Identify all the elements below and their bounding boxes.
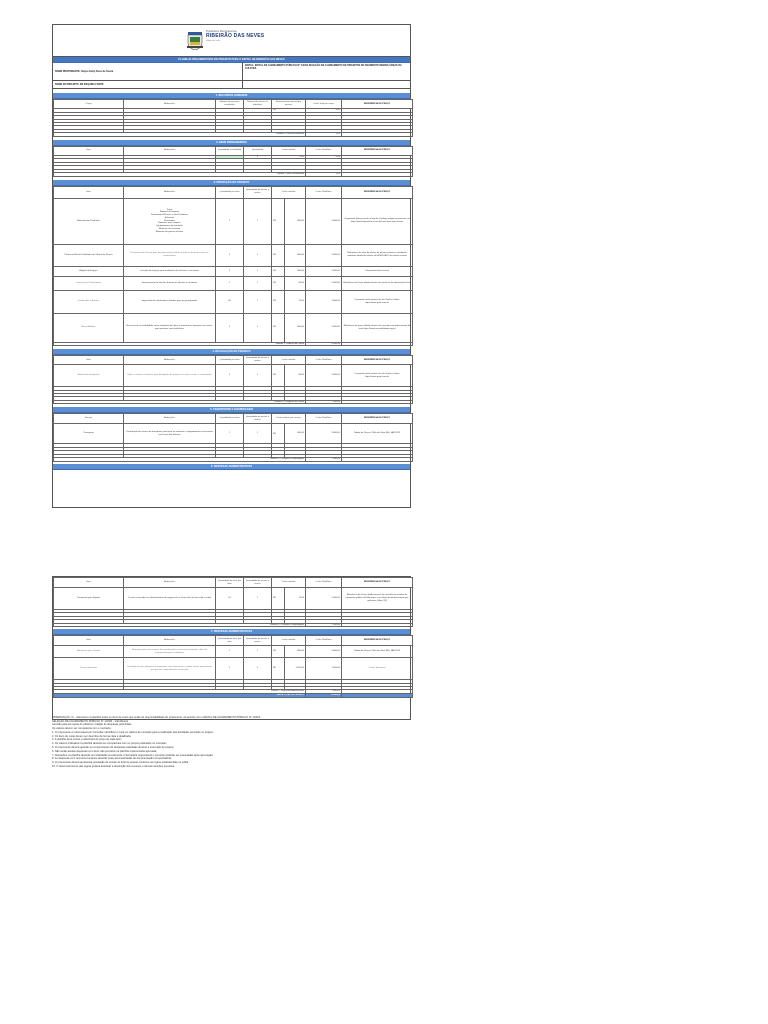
table-row: Honorários para Gestão Remuneração para serviços de coordenação e execução do projeto, além de acompanhamento e relatórios 1 1 R$ 800,00 2.800,00 Tabela de Preços / Mês de Obra IBS, JAN 2022 (54, 646, 413, 658)
table-row: Material de divulgação Flyers, cartazes e banners para divulgação do projeto nas redes sociais e comunidade 1 1 R$ 60,00 2.800,00 Orçamento feito através do site Grafica Online https://www.printi.com.br (54, 365, 413, 387)
admin-table: Item Atribuições Quantidade de itens por item Quantidade de meses e outros Custo unitário Custo Total/Item REFERÊNCIA DE PREÇO Honorários para Gestão Remuneração para serviços de coordenação e execução do projeto, além de acompanhamento e relatórios 1 1 R$ 800,00 2.800,00 Tabela de Preços / Mês de Obra IBS, JAN 2022 Custos adicionais Contingência para despesas inesperadas, taxas bancárias e outros custos operacionais que possam surgir durante a execução 1 1 R$ 1.200,00 1.200,00 Custos adicionais Subtotal 7: Despesas Administrativas 4.000,00 VALOR TOTAL DO PROJETO 30.000,00 (53, 635, 413, 697)
table-row: 0 0,00 0,00 (54, 155, 413, 159)
subtotal-row: Subtotal 3: Produção do Projeto 10.600,00 (54, 342, 413, 346)
col-meses: Número de meses ou trabalhos (244, 100, 272, 109)
prefeitura-label: Prefeitura Municipal de (206, 29, 237, 33)
table-row: Custos adicionais Contingência para despesas inesperadas, taxas bancárias e outros custos operacionais que possam surgir durante a execução 1 1 R$ 1.200,00 1.200,00 Custos adicionais (54, 658, 413, 680)
table-row: Lanche para Participantes Fornecimento de lanches durante as oficinas e encontros 1 1 R$ 60,00 2.400,00 Referência de Preço obtido através do comércio de alimentação local (54, 276, 413, 290)
section-despesas-administrativas: 6. DESPESAS ADMINISTRATIVAS (53, 464, 410, 470)
transporte-equipe-table: Item Atribuições Quantidade de itens por item Quantidade de meses e outros Custo unitário Custo Total/Item REFERÊNCIA DE PREÇO Transporte para Equipe Custos associados ao deslocamento da equipe até os locais das oficinas (ida e volta) 10 1 R$ 12,00 2.400,00 Referência de Preço obtida através de consulta ao sistema de transporte público do Município e na tabela de deslocamento por aplicativo (Uber, 99) Subtotal 6: Transporte e Hospedagem 2.400,00 (53, 577, 413, 627)
col-referencia: REFERÊNCIA DE PREÇO (342, 100, 413, 109)
letterhead (53, 25, 410, 57)
grand-total-row: VALOR TOTAL DO PROJETO 30.000,00 (54, 693, 413, 697)
subtotal-row: Subtotal 2: Bens Permanentes 0,00 (54, 173, 413, 177)
table-row: Aluguel de Espaço Locação de espaço para realização das oficinas e encontros 1 1 R$ 400,00 2.400,00 Orçamento feito no local (54, 266, 413, 276)
col-custo-total: Custo Total por cargo (306, 100, 342, 109)
table-row: Certificados e Brindes Impressão de certificados e brindes para os participantes 40 1 R$ 12,00 2.400,00 Orçamento feito através do site Grafica Online https://www.printi.com.br (54, 290, 413, 313)
col-atribuicoes: Atribuições (124, 100, 216, 109)
projeto-row (53, 81, 410, 89)
bens-table: Item Atribuições Quantidade e finalidade Quantidade Custo unitário Custo Total/Item REFERÊNCIA DE PREÇO 0 0,00 0,00 Subtotal 2: Bens Permanentes 0,00 (53, 146, 413, 177)
city-tagline: cidade em ação (206, 40, 221, 42)
section-recursos-humanos: 1. RECURSOS HUMANOS (53, 93, 410, 99)
sheet-title: PLANILHA ORÇAMENTÁRIA DE PROJETO PARA O EDITAL DE RIBEIRÃO DAS NEVES (53, 57, 410, 63)
city-crest-icon (187, 32, 203, 50)
section-transporte: 5. TRANSPORTE E HOSPEDAGEM (53, 407, 410, 413)
projeto-name: NOME DO PROJETO: DE ESQUINA FORTE (53, 81, 243, 88)
table-row: Material para Produção Tintas Material de limpeza Ferramentas/Pincéis e rolos/Lixadeira Solventes Pinceladas Materiais mais simples Equipamentos de proteção Materiais de consumo Materiais de pintura artística 1 1 R$ 400,00 2.800,00 Orçamento feito pessoal na loja do Catálogo artigos de pinturas em https://www.lojaartistica.com.br/consumos para festas (54, 198, 413, 244)
proponente-name: NOME PROPONENTE: Alayce Kelly Alves de Souza (53, 63, 243, 80)
rh-table (53, 99, 413, 137)
table-row: R$ 0,00 (54, 109, 413, 113)
section-bens-permanentes: 2. BENS PERMANENTES (53, 140, 410, 146)
divulgacao-table: Item Atribuições Quantidade por item Quantidade de meses e outros Custo unitário Custo Total/Item REFERÊNCIA DE PREÇO Material de divulgação Flyers, cartazes e banners para divulgação do projeto nas redes sociais e comunidade 1 1 R$ 60,00 2.800,00 Orçamento feito através do site Grafica Online https://www.printi.com.br Subtotal 4: Divulgação do Projeto 2.800,00 (53, 355, 413, 404)
table-row: Acessibilidade Recursos de acessibilidade como intérprete de Libras e material em formatos acessíveis para pessoas com deficiência 1 1 R$ 600,00 2.400,00 Referência de preço obtida através de consulta com profissionais da área https://www.acessibilidade.org.br (54, 313, 413, 342)
observations: OBSERVAÇÃO: O¹ - Mencione na planilha todos os itens de custo que serão de responsabilidade do proponente, de acordo com o EDITAL DE CHAMAMENTO PÚBLICO Nº 1/2024 SELEÇÃO DE CHAMAMENTO PÚBLICO Nº 1/2024 - Vila Mineira Atenção para as regras do edital em relação às despesas permitidas; Os valores devem ser compatíveis com o mercado; 1. O proponente é responsável por consultar, identificar e orçar os valores de mercado para a realização das atividades previstas no projeto; 2. Os itens de custo devem ser descritos de forma clara e detalhada; 3. A planilha deve conter a referência de preço de cada item; 4. Os valores indicados na planilha deverão ser compatíveis com os preços praticados no mercado; 5. O proponente deverá guardar os comprovantes de despesas realizadas durante a execução do projeto; 6. Não serão aceitas despesas com itens não previstos na planilha orçamentária aprovada; 7. Alterações na planilha deverão ser solicitadas previamente à Secretaria responsável e somente poderão ser executadas após aprovação; 8. As despesas com recursos humanos deverão estar acompanhadas de documentação comprobatória; 9. O proponente deverá apresentar prestação de contas ao final do projeto conforme as regras estabelecidas no edital; 10. O descumprimento das regras poderá acarretar a devolução dos recursos e demais sanções previstas. (52, 716, 261, 769)
section-despesas-admin: 7. DESPESAS ADMINISTRATIVAS (53, 629, 410, 635)
section-producao: 3. PRODUÇÃO DO PROJETO (53, 180, 410, 186)
subtotal-row: Subtotal 6: Transporte e Hospedagem 2.400,00 (54, 623, 413, 627)
city-name: RIBEIRÃO DAS NEVES (206, 33, 265, 39)
transporte-table: Serviço Atribuições Quantidade por item Quantidade de meses e outros Custo unitário por serviço Custo Total/Item REFERÊNCIA DE PREÇO Transporte Contratação de serviço de transporte para levar os materiais e equipamentos necessários aos locais das oficinas 1 1 R$ 400,00 2.800,00 Tabela de Preços / Mês de Obra IBS, JAN 2022 Subtotal 5: Transporte e Hospedagem 2.800,00 (53, 413, 413, 461)
col-remuneracao: Remuneração mensal por pessoa (272, 100, 306, 109)
budget-sheet-page-1 (52, 24, 411, 508)
subtotal-row: Subtotal 7: Despesas Administrativas 4.000,00 (54, 690, 413, 694)
edital-name: EDITAL: EDITAL DE CHAMAMENTO PÚBLICO Nº 1/2024 SELEÇÃO DE CHAMAMENTO DE PROJETOS NO SEGMENTO DEMAIS ÁREAS DA CULTURA (245, 64, 402, 70)
col-cargo: Cargo (54, 100, 124, 109)
col-pessoas: Número de pessoas envolvidas (216, 100, 244, 109)
budget-sheet-page-2 (52, 576, 411, 720)
subtotal-row: Subtotal 1: Recursos Humanos 0,00 (54, 133, 413, 137)
subtotal-row: Subtotal 4: Divulgação do Projeto 2.800,00 (54, 400, 413, 404)
table-row: Professor/Gestor Facilitador de Oficina de Pintura Profissional de Pintura para ministrar aulas práticas e teóricas de pintura para os participantes 1 1 R$ 800,00 2.800,00 Referência de valor de oficina de pintura artística e mediação conforme tabela de valores do SINDICATO de artistas visuais (54, 244, 413, 266)
producao-table: Item Atribuições Quantidade por item Quantidade de meses e outros Custo unitário Custo Total/Item REFERÊNCIA DE PREÇO Material para Produção Tintas Material de limpeza Ferramentas/Pincéis e rolos/Lixadeira Solventes Pinceladas Materiais mais simples Equipamentos de proteção Materiais de consumo Materiais de pintura artística 1 1 R$ 400,00 2.800,00 Orçamento feito pessoal na loja do Catálogo artigos de pinturas em https://www.lojaartistica.com.br/consumos para festas Professor/Gestor Facilitador de Oficina de Pintura Profissional de Pintura para ministrar aulas práticas e teóricas de pintura para os participantes 1 1 R$ 800,00 2.800,00 Referência de valor de oficina de pintura artística e mediação conforme tabela de valores do SINDICATO de artistas visuais Aluguel de Espaço Locação de espaço para realização das oficinas e encontros 1 1 R$ 400,00 2.400,00 Orçamento feito no local Lanche para Participantes Fornecimento de lanches durante as oficinas e encontros 1 1 R$ 60,00 2.400,00 Referência de Preço obtido através do comércio de alimentação local Certificados e Brindes Impressão de certificados e brindes para os participantes 40 1 R$ 12,00 2.400,00 Orçamento feito através do site Grafica Online https://www.printi.com.br Acessibilidade Recursos de acessibilidade como intérprete de Libras e material em formatos acessíveis para pessoas com deficiência 1 1 R$ 600,00 2.400,00 Referência de preço obtida através de consulta com profissionais da área https://www.acessibilidade.org.br Subtotal 3: Produção do Projeto 10.600,00 (53, 186, 413, 347)
table-row: Transporte Contratação de serviço de transporte para levar os materiais e equipamentos necessários aos locais das oficinas 1 1 R$ 400,00 2.800,00 Tabela de Preços / Mês de Obra IBS, JAN 2022 (54, 424, 413, 444)
proponente-row (53, 63, 410, 81)
city-logotype (206, 30, 264, 42)
table-row: Transporte para Equipe Custos associados ao deslocamento da equipe até os locais das oficinas (ida e volta) 10 1 R$ 12,00 2.400,00 Referência de Preço obtida através de consulta ao sistema de transporte público do Município e na tabela de deslocamento por aplicativo (Uber, 99) (54, 588, 413, 610)
subtotal-row: Subtotal 5: Transporte e Hospedagem 2.800,00 (54, 457, 413, 461)
section-divulgacao: 4. DIVULGAÇÃO DO PROJETO (53, 349, 410, 355)
